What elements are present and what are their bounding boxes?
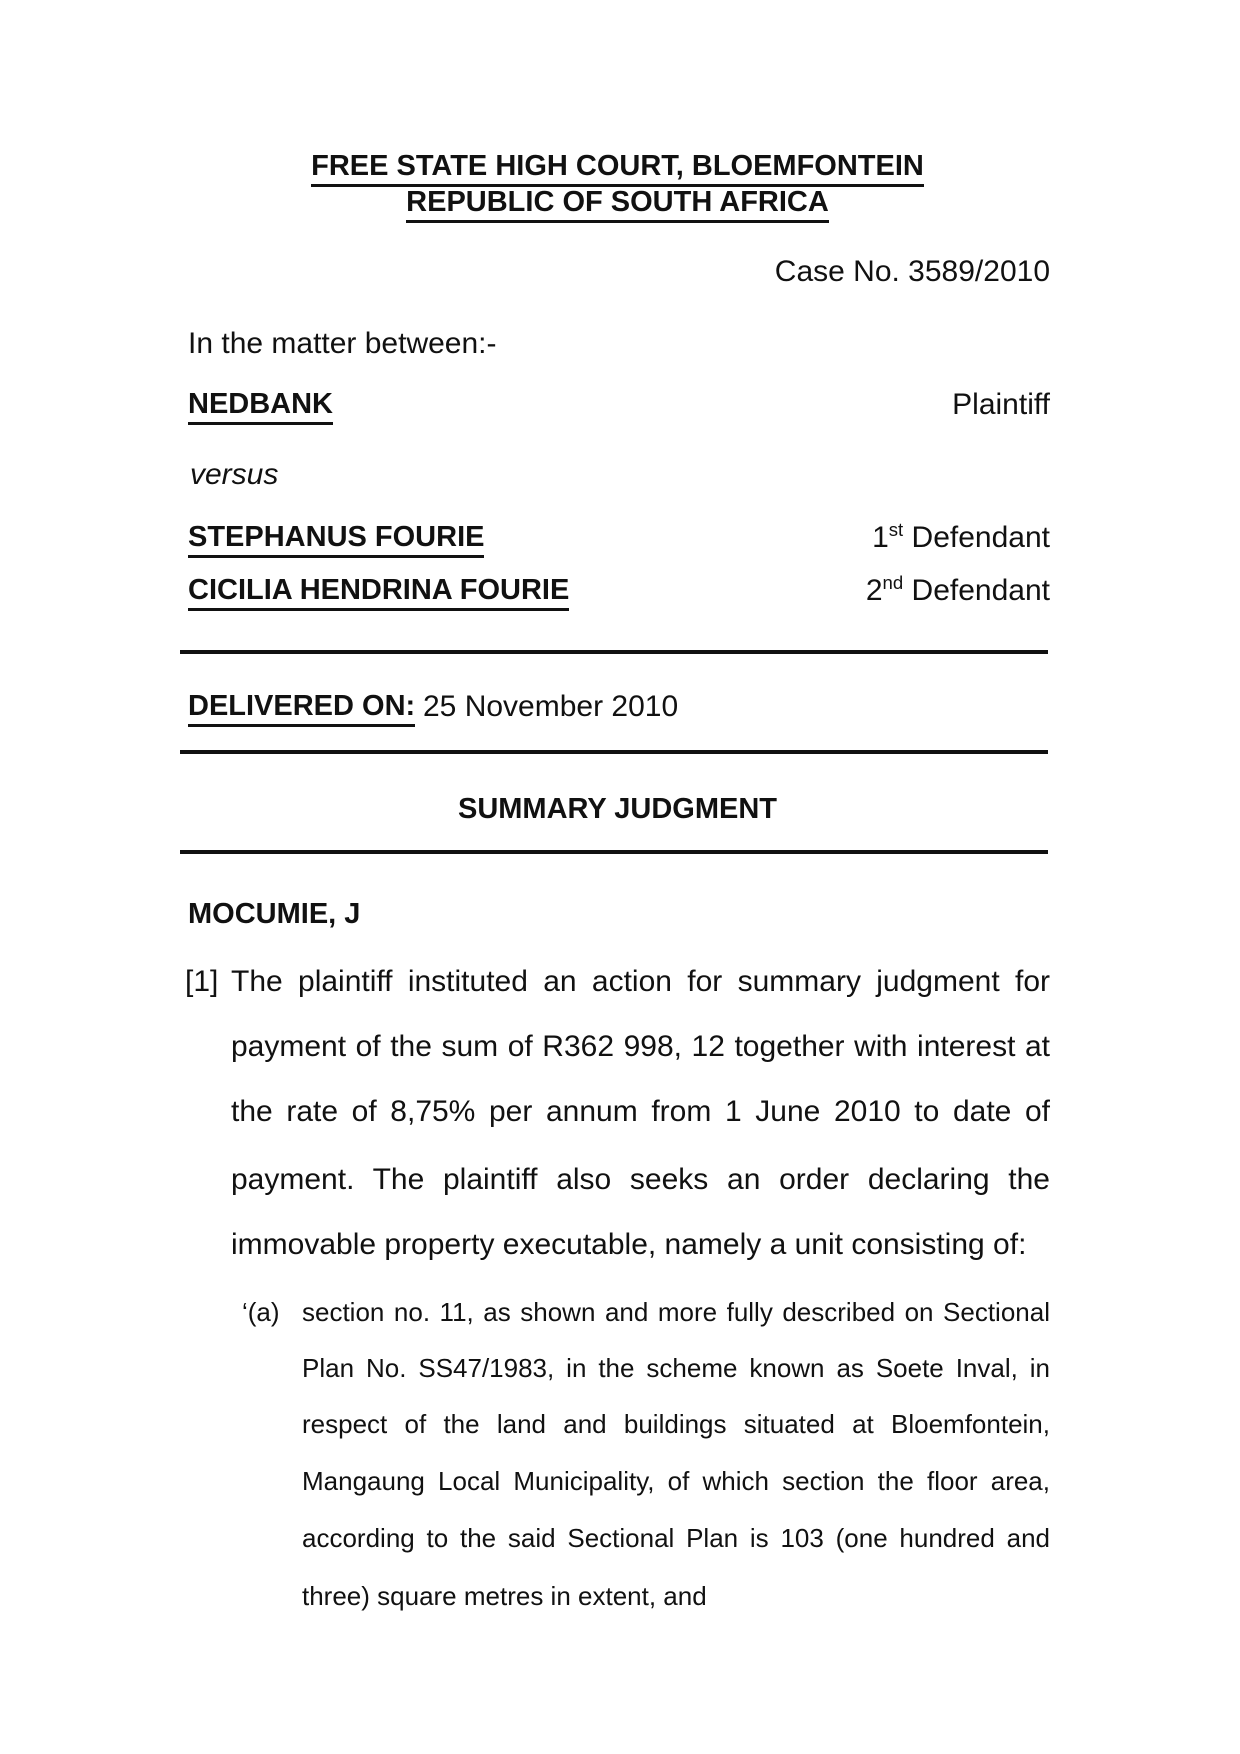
paragraph-1-line-5: immovable property executable, namely a unit consisting of: [231,1228,1027,1261]
court-title-line-1 [185,150,1050,187]
plaintiff-name-text: NEDBANK [188,388,333,425]
defendant1-name-text: STEPHANUS FOURIE [188,521,484,558]
court-title-line-2-text: REPUBLIC OF SOUTH AFRICA [406,186,829,223]
paragraph-1-line-1: The plaintiff instituted an action for summary judgment for [231,965,1050,998]
delivered-on-label [188,690,415,727]
defendant2-ordinal-number: 2 [865,574,883,607]
quote-a-line-2: Plan No. SS47/1983, in the scheme known as Soete Inval, in [302,1353,1050,1383]
defendant1-ordinal-suffix: st [888,519,904,540]
judgment-heading: SUMMARY JUDGMENT [457,793,777,825]
case-number: Case No. 3589/2010 [774,255,1050,288]
quote-a-line-3: respect of the land and buildings situated at Bloemfontein, [302,1409,1050,1439]
defendant2-ordinal-suffix: nd [882,572,904,593]
court-title-line-2 [185,186,1050,223]
matter-intro: In the matter between:- [188,327,497,360]
quote-a-line-1: section no. 11, as shown and more fully described on Sectional [302,1297,1050,1327]
quote-a-line-4: Mangaung Local Municipality, of which section the floor area, [302,1466,1050,1496]
divider-2 [180,750,1048,754]
divider-1 [180,650,1048,654]
defendant2-name-text: CICILIA HENDRINA FOURIE [188,574,569,611]
quote-a-line-6: three) square metres in extent, and [302,1581,707,1611]
divider-3 [180,850,1048,854]
defendant2-role-label: Defendant [903,574,1050,607]
delivered-on-label-text: DELIVERED ON: [188,690,415,727]
quote-a-marker: ‘(a) [242,1297,280,1327]
paragraph-1-number: [1] [185,965,219,998]
paragraph-1-line-2: payment of the sum of R362 998, 12 together with interest at [231,1030,1050,1063]
defendant1-role [185,521,1050,555]
defendant2-role [185,574,1050,608]
delivered-on-date: 25 November 2010 [423,690,679,723]
court-title-line-1-text: FREE STATE HIGH COURT, BLOEMFONTEIN [311,150,924,187]
defendant1-role-label: Defendant [903,521,1050,554]
quote-a-line-5: according to the said Sectional Plan is 103 (one hundred and [302,1523,1050,1553]
paragraph-1-line-4: payment. The plaintiff also seeks an order declaring the [231,1163,1050,1196]
defendant1-ordinal-number: 1 [872,521,889,554]
paragraph-1-line-3: the rate of 8,75% per annum from 1 June 2010 to date of [231,1095,1050,1128]
plaintiff-role: Plaintiff [952,388,1050,421]
versus-label: versus [190,458,279,491]
judge-name: MOCUMIE, J [188,898,361,930]
